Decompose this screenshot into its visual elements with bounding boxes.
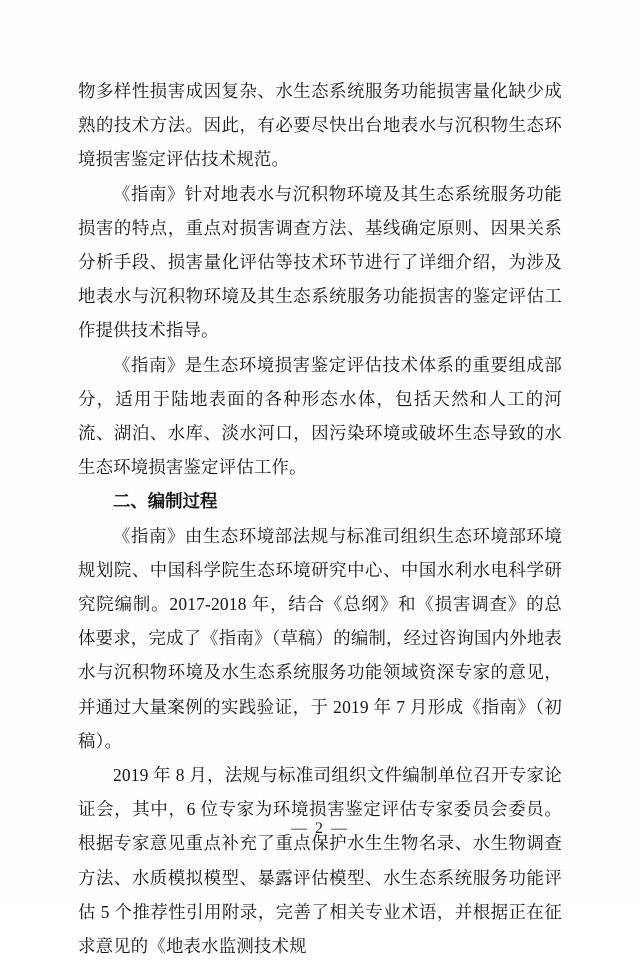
page-number-suffix: — bbox=[331, 820, 349, 837]
paragraph: 2019 年 8 月，法规与标准司组织文件编制单位召开专家论证会，其中，6 位专家为环境损害鉴定评估专家委员会委员。根据专家意见重点补充了重点保护水生生物名录、水生物调查方法、水质模拟模型、暴露评估模型、水生态系统服务功能评估 5 个推荐性引用附录，完善了相关专业术语，并根据正在征求意见的《地表水监测技术规 bbox=[78, 765, 562, 957]
paragraph: 物多样性损害成因复杂、水生态系统服务功能损害量化缺少成熟的技术方法。因此，有必要尽快出台地表水与沉积物生态环境损害鉴定评估技术规范。 bbox=[78, 81, 562, 170]
paragraph: 《指南》由生态环境部法规与标准司组织生态环境部环境规划院、中国科学院生态环境研究中心、中国水利水电科学研究院编制。2017-2018 年，结合《总纲》和《损害调查》的总体要求，完成了《指南》（草稿）的编制，经过咨询国内外地表水与沉积物环境及水生态系统服务功能领域资深专家的意见，并通过大量案例的实践验证，于 2019 年 7 月形成《指南》（初稿）。 bbox=[78, 525, 562, 751]
page-number bbox=[0, 820, 640, 838]
page-number-prefix: — bbox=[291, 820, 309, 837]
page-number-value: 2 bbox=[315, 820, 325, 837]
paragraph: 《指南》是生态环境损害鉴定评估技术体系的重要组成部分，适用于陆地表面的各种形态水体，包括天然和人工的河流、湖泊、水库、淡水河口，因污染环境或破坏生态导致的水生态环境损害鉴定评估工作。 bbox=[78, 354, 562, 478]
section-heading: 二、编制过程 bbox=[113, 491, 218, 512]
paragraph: 《指南》针对地表水与沉积物环境及其生态系统服务功能损害的特点，重点对损害调查方法、基线确定原则、因果关系分析手段、损害量化评估等技术环节进行了详细介绍，为涉及地表水与沉积物环境及其生态系统服务功能损害的鉴定评估工作提供技术指导。 bbox=[78, 183, 562, 341]
